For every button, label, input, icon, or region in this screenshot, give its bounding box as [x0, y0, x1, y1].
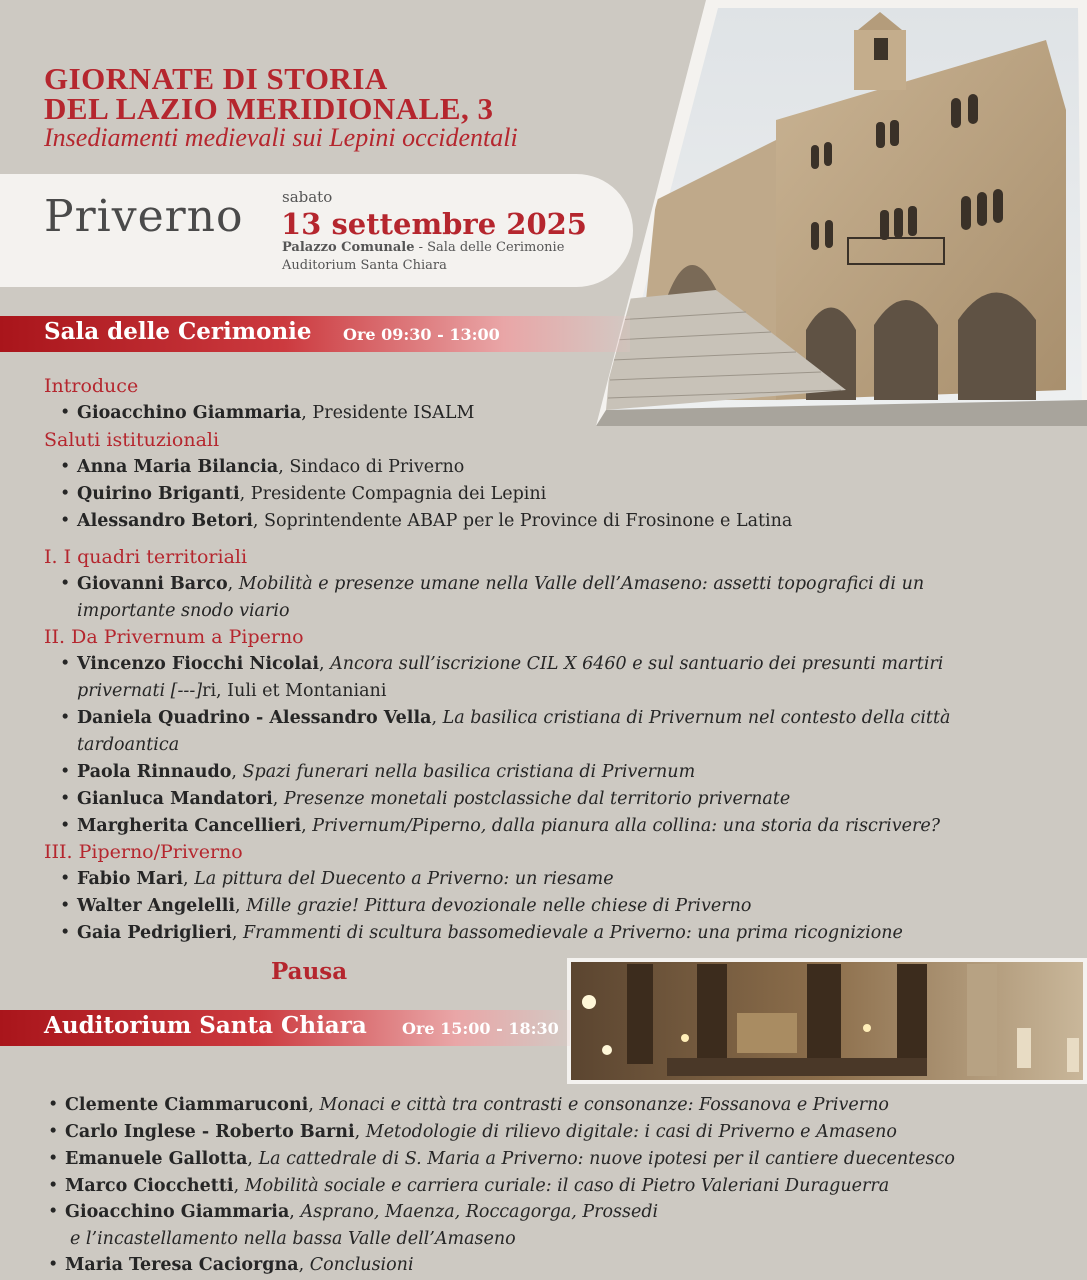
- bullet: •: [60, 789, 71, 809]
- talk-title-italic-part: privernati [---]: [77, 681, 203, 701]
- city-name: Priverno: [44, 191, 244, 242]
- subtitle: Insediamenti medievali sui Lepini occidentali: [44, 123, 518, 152]
- speaker-name: Margherita Cancellieri: [77, 816, 302, 836]
- session-2-time: Ore 15:00 - 18:30: [402, 1019, 559, 1038]
- bullet: •: [48, 1149, 59, 1169]
- bullet: •: [60, 654, 71, 674]
- speaker-name: Gioacchino Giammaria: [65, 1202, 290, 1222]
- weekday: sabato: [282, 188, 333, 206]
- talk-title: Conclusioni: [309, 1255, 414, 1275]
- venue-line-2: Auditorium Santa Chiara: [282, 258, 447, 273]
- talk-title: Asprano, Maenza, Roccagorga, Prossedi: [300, 1202, 659, 1222]
- list-item: [48, 1119, 897, 1146]
- speaker-name: Paola Rinnaudo: [77, 762, 232, 782]
- list-item: [48, 1173, 890, 1200]
- speaker-name: Clemente Ciammaruconi: [65, 1095, 309, 1115]
- bullet: •: [60, 816, 71, 836]
- comma: ,: [354, 1122, 366, 1142]
- talk-title-continued: [77, 678, 386, 705]
- speaker-name: Vincenzo Fiocchi Nicolai: [77, 654, 319, 674]
- list-item: [60, 454, 465, 481]
- list-item: [60, 705, 951, 732]
- talk-title: Mobilità sociale e carriera curiale: il caso di Pietro Valeriani Duraguerra: [244, 1176, 890, 1196]
- comma: ,: [247, 1149, 259, 1169]
- speaker-name: Gianluca Mandatori: [77, 789, 273, 809]
- list-item: [60, 481, 547, 508]
- venue-rest: - Sala delle Cerimonie: [414, 240, 565, 255]
- speaker-name: Alessandro Betori: [77, 511, 253, 531]
- title-line-2: DEL LAZIO MERIDIONALE, 3: [44, 91, 494, 126]
- venue-bold: Palazzo Comunale: [282, 240, 415, 255]
- session-1-header: [0, 316, 630, 352]
- talk-title: Privernum/Piperno, dalla pianura alla collina: una storia da riscrivere?: [312, 816, 941, 836]
- list-item: [60, 866, 614, 893]
- speaker-name: Fabio Mari: [77, 869, 184, 889]
- talk-title: La basilica cristiana di Privernum nel contesto della città: [442, 708, 951, 728]
- list-item: [60, 920, 903, 947]
- speaker-name: Giovanni Barco: [77, 574, 228, 594]
- title-line-1: GIORNATE DI STORIA: [44, 61, 388, 96]
- bullet: •: [60, 923, 71, 943]
- bullet: •: [60, 708, 71, 728]
- speaker-name: Anna Maria Bilancia: [77, 457, 279, 477]
- bullet: •: [60, 869, 71, 889]
- talk-title: La pittura del Duecento a Priverno: un riesame: [194, 869, 614, 889]
- comma: ,: [272, 789, 284, 809]
- session-2-header: [0, 1010, 570, 1046]
- talk-title-plain-part: ri, Iuli et Montaniani: [202, 681, 387, 701]
- speaker-role: , Presidente Compagnia dei Lepini: [239, 484, 547, 504]
- list-item: [60, 759, 696, 786]
- talk-title: Metodologie di rilievo digitale: i casi di Priverno e Amaseno: [365, 1122, 897, 1142]
- speaker-name: Gaia Pedriglieri: [77, 923, 232, 943]
- list-item: [60, 813, 941, 840]
- list-item: [60, 651, 944, 678]
- speaker-role: , Sindaco di Priverno: [278, 457, 465, 477]
- list-item: [48, 1199, 659, 1226]
- section-heading: II. Da Privernum a Piperno: [44, 626, 304, 648]
- pause-label: Pausa: [271, 958, 348, 985]
- bullet: •: [60, 457, 71, 477]
- talk-title: Frammenti di scultura bassomedievale a Priverno: una prima ricognizione: [242, 923, 903, 943]
- comma: ,: [318, 654, 331, 674]
- talk-title: Ancora sull’iscrizione CIL X 6460 e sul santuario dei presunti martiri: [330, 654, 944, 674]
- list-item: [60, 786, 791, 813]
- bullet: •: [60, 484, 71, 504]
- speaker-role: , Soprintendente ABAP per le Province di Frosinone e Latina: [252, 511, 793, 531]
- section-heading: III. Piperno/Priverno: [44, 841, 243, 863]
- bullet: •: [48, 1095, 59, 1115]
- session-1-title: Sala delle Cerimonie: [44, 318, 312, 345]
- bullet: •: [48, 1176, 59, 1196]
- list-item: [60, 571, 925, 598]
- talk-title: Mobilità e presenze umane nella Valle dell’Amaseno: assetti topografici di un: [238, 574, 925, 594]
- session-1-time: Ore 09:30 - 13:00: [343, 325, 500, 344]
- comma: ,: [301, 816, 313, 836]
- speaker-name: Maria Teresa Caciorgna: [65, 1255, 299, 1275]
- section-heading: I. I quadri territoriali: [44, 546, 248, 568]
- section-heading: Saluti istituzionali: [44, 429, 220, 451]
- speaker-name: Emanuele Gallotta: [65, 1149, 248, 1169]
- comma: ,: [289, 1202, 301, 1222]
- talk-title-continued: e l’incastellamento nella bassa Valle dell’Amaseno: [70, 1229, 516, 1249]
- bullet: •: [60, 762, 71, 782]
- talk-title: Presenze monetali postclassiche dal territorio privernate: [283, 789, 791, 809]
- speaker-name: Gioacchino Giammaria: [77, 403, 302, 423]
- comma: ,: [233, 1176, 245, 1196]
- comma: ,: [298, 1255, 310, 1275]
- talk-title: La cattedrale di S. Maria a Priverno: nuove ipotesi per il cantiere duecentesco: [258, 1149, 955, 1169]
- bullet: •: [48, 1202, 59, 1222]
- section-heading: Introduce: [44, 375, 139, 397]
- palazzo-comunale-photo: [596, 0, 1087, 426]
- talk-title: Mille grazie! Pittura devozionale nelle chiese di Priverno: [246, 896, 752, 916]
- list-item: [60, 508, 793, 535]
- talk-title: Monaci e città tra contrasti e consonanze: Fossanova e Priverno: [319, 1095, 889, 1115]
- list-item: [48, 1252, 414, 1279]
- bullet: •: [60, 574, 71, 594]
- comma: ,: [227, 574, 239, 594]
- speaker-name: Quirino Briganti: [77, 484, 240, 504]
- bullet: •: [60, 896, 71, 916]
- speaker-name: Marco Ciocchetti: [65, 1176, 234, 1196]
- comma: ,: [183, 869, 195, 889]
- comma: ,: [308, 1095, 320, 1115]
- comma: ,: [431, 708, 443, 728]
- event-date: 13 settembre 2025: [281, 207, 587, 241]
- list-item: [48, 1092, 889, 1119]
- talk-title: Spazi funerari nella basilica cristiana di Privernum: [242, 762, 696, 782]
- comma: ,: [231, 762, 243, 782]
- bullet: •: [60, 403, 71, 423]
- speaker-name: Carlo Inglese - Roberto Barni: [65, 1122, 355, 1142]
- session-2-title: Auditorium Santa Chiara: [44, 1012, 367, 1039]
- talk-title-continued: importante snodo viario: [77, 601, 290, 621]
- venue-line-1: [282, 240, 564, 255]
- speaker-name: Walter Angelelli: [77, 896, 236, 916]
- comma: ,: [235, 896, 247, 916]
- speaker-role: , Presidente ISALM: [301, 403, 475, 423]
- list-item: [60, 400, 475, 427]
- bullet: •: [48, 1122, 59, 1142]
- bullet: •: [60, 511, 71, 531]
- comma: ,: [231, 923, 243, 943]
- list-item: [48, 1146, 955, 1173]
- auditorium-interior-photo: [567, 958, 1087, 1084]
- bullet: •: [48, 1255, 59, 1275]
- talk-title-continued: tardoantica: [77, 735, 180, 755]
- speaker-name: Daniela Quadrino - Alessandro Vella: [77, 708, 432, 728]
- list-item: [60, 893, 752, 920]
